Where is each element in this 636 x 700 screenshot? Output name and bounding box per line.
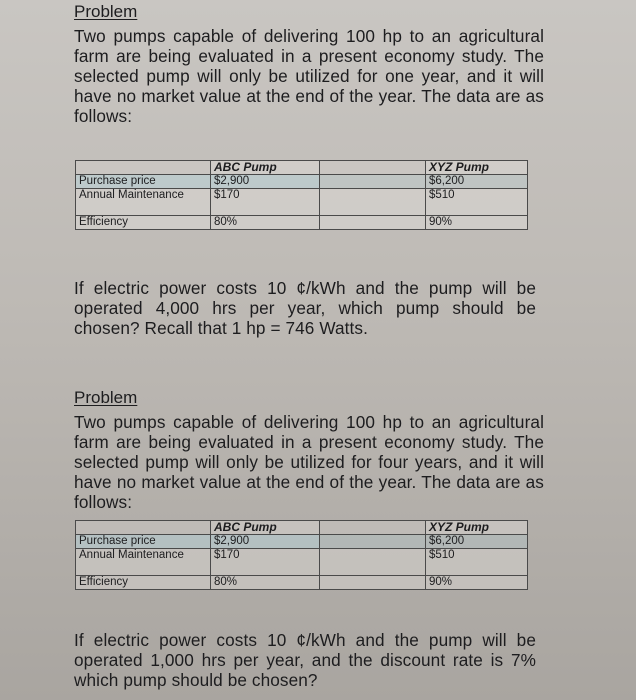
spacer-cell	[320, 216, 426, 230]
table-header-cell: XYZ Pump	[426, 161, 528, 175]
problem2-title: Problem	[74, 388, 138, 407]
table-header-cell	[320, 161, 426, 175]
problem2-data-table	[75, 520, 528, 590]
table-row	[76, 576, 528, 590]
table-header-cell: ABC Pump	[211, 521, 320, 535]
xyz-value: $510	[426, 549, 528, 576]
table-header-row	[76, 521, 528, 535]
table-header-cell	[76, 521, 211, 535]
table-header-row	[76, 161, 528, 175]
table-header-cell: ABC Pump	[211, 161, 320, 175]
spacer-cell	[320, 189, 426, 216]
spacer-cell	[320, 549, 426, 576]
spacer-cell	[320, 175, 426, 189]
spacer-cell	[320, 535, 426, 549]
table-row	[76, 189, 528, 216]
row-label: Efficiency	[76, 576, 211, 590]
abc-value: $170	[211, 189, 320, 216]
table-row	[76, 535, 528, 549]
abc-value: 80%	[211, 216, 320, 230]
problem1-intro: Two pumps capable of delivering 100 hp to an agricultural farm are being evaluated in a present economy study. The selected pump will only be utilized for one year, and it will have no market value at the end of the year. The data are as follows:	[74, 26, 544, 126]
xyz-value: 90%	[426, 216, 528, 230]
spacer-cell	[320, 576, 426, 590]
xyz-value: $6,200	[426, 175, 528, 189]
problem1-question: If electric power costs 10 ¢/kWh and the pump will be operated 4,000 hrs per year, which pump should be chosen? Recall that 1 hp = 746 Watts.	[74, 278, 536, 338]
abc-value: 80%	[211, 576, 320, 590]
problem2-question: If electric power costs 10 ¢/kWh and the pump will be operated 1,000 hrs per year, and the discount rate is 7% which pump should be chosen?	[74, 630, 536, 690]
table-row	[76, 175, 528, 189]
table-header-cell: XYZ Pump	[426, 521, 528, 535]
row-label: Purchase price	[76, 175, 211, 189]
abc-value: $170	[211, 549, 320, 576]
table-row	[76, 216, 528, 230]
row-label: Annual Maintenance	[76, 549, 211, 576]
table-header-cell	[76, 161, 211, 175]
problem1-title: Problem	[74, 2, 138, 21]
abc-value: $2,900	[211, 535, 320, 549]
table-header-cell	[320, 521, 426, 535]
row-label: Purchase price	[76, 535, 211, 549]
problem1-data-table	[75, 160, 528, 230]
abc-value: $2,900	[211, 175, 320, 189]
problem2-intro: Two pumps capable of delivering 100 hp to an agricultural farm are being evaluated in a present economy study. The selected pump will only be utilized for four years, and it will have no market value at the end of the year. The data are as follows:	[74, 412, 544, 512]
row-label: Efficiency	[76, 216, 211, 230]
table-row	[76, 549, 528, 576]
xyz-value: 90%	[426, 576, 528, 590]
xyz-value: $6,200	[426, 535, 528, 549]
row-label: Annual Maintenance	[76, 189, 211, 216]
xyz-value: $510	[426, 189, 528, 216]
